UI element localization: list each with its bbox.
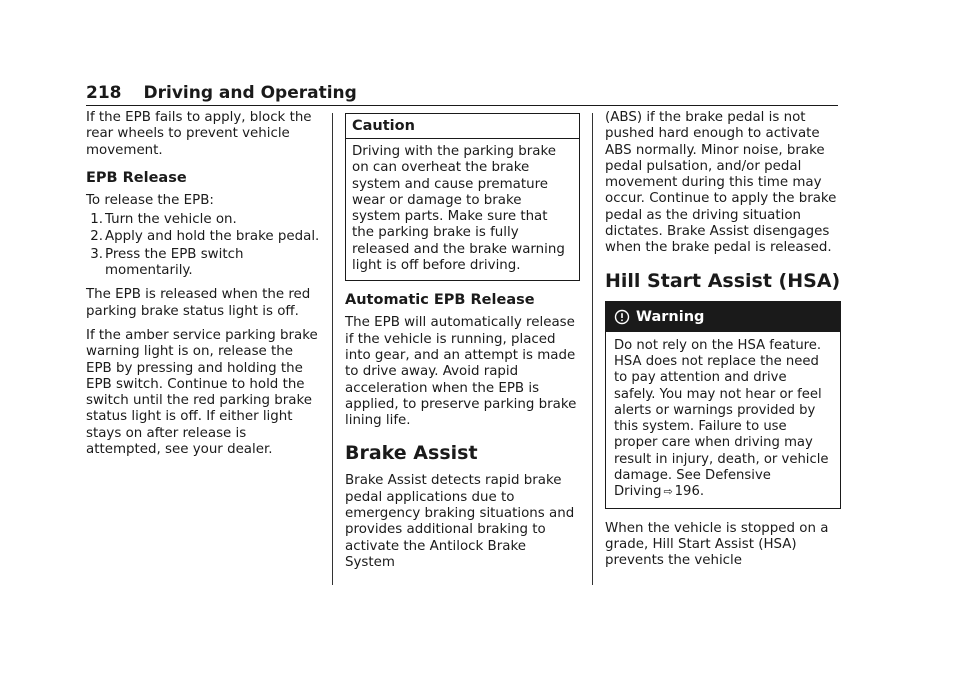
page-header [86, 82, 838, 106]
list-item: 2. Apply and hold the brake pedal. [90, 229, 320, 245]
paragraph: To release the EPB: [86, 192, 214, 208]
heading-epb-release: EPB Release [86, 169, 187, 186]
paragraph: If the EPB fails to apply, block the rear wheels to prevent vehicle movement. [86, 110, 312, 158]
paragraph: Brake Assist detects rapid brake pedal applications due to emergency braking situations and provides additional braking to activate the Antilock Brake System [345, 473, 575, 570]
paragraph: When the vehicle is stopped on a grade, Hill Start Assist (HSA) prevents the vehicle [605, 520, 829, 569]
paragraph: (ABS) if the brake pedal is not pushed hard enough to activate ABS normally. Minor noise, brake pedal pulsation, and/or pedal movement during this time may occur. Continue to apply the brake pedal as the driving situation dictates. Brake Assist disengages when the brake pedal is released. [605, 110, 837, 256]
list-item: 1. Turn the vehicle on. [90, 212, 237, 228]
warning-header [606, 302, 840, 332]
page-number: 218 [86, 83, 122, 103]
paragraph: The EPB is released when the red parking brake status light is off. [86, 287, 311, 319]
column-1 [86, 110, 320, 466]
caution-title: Caution [346, 114, 579, 139]
heading-hill-start-assist: Hill Start Assist (HSA) [605, 269, 841, 292]
column-divider [592, 113, 593, 585]
warning-icon [614, 309, 630, 325]
page-reference[interactable]: 196. [674, 484, 705, 500]
column-2 [345, 110, 580, 579]
caution-text: Driving with the parking brake on can overheat the brake system and cause premature wear or damage to brake system parts. Make sure that the parking brake is fully released and the brake warning light is off before driving. [352, 144, 565, 274]
warning-title: Warning [636, 308, 705, 325]
page-reference-icon: ⇨ [663, 485, 673, 499]
steps-list [86, 212, 320, 279]
column-3 [605, 110, 841, 578]
list-item: 3. Press the EPB switch momentarily. [90, 246, 244, 279]
warning-box [605, 301, 841, 509]
heading-brake-assist: Brake Assist [345, 442, 478, 465]
warning-text: Do not rely on the HSA feature. HSA does not replace the need to pay attention and drive safely. You may not hear or feel alerts or warnings provided by this system. Failure to use proper care when driving may result in injury, death, or vehicle damage. See Defensive Driving ⇨ 196. [614, 337, 829, 500]
paragraph: If the amber service parking brake warning light is on, release the EPB by pressing and holding the EPB switch. Continue to hold the switch until the red parking brake status light is off. If either light stays on after release is attempted, see your dealer. [86, 327, 318, 458]
caution-box [345, 113, 580, 281]
column-divider [332, 113, 333, 585]
heading-automatic-epb-release: Automatic EPB Release [345, 292, 535, 309]
paragraph: The EPB will automatically release if the vehicle is running, placed into gear, and an attempt is made to drive away. Avoid rapid acceleration when the EPB is applied, to preserve parking brake lining life. [345, 315, 577, 429]
section-title: Driving and Operating [143, 83, 357, 103]
